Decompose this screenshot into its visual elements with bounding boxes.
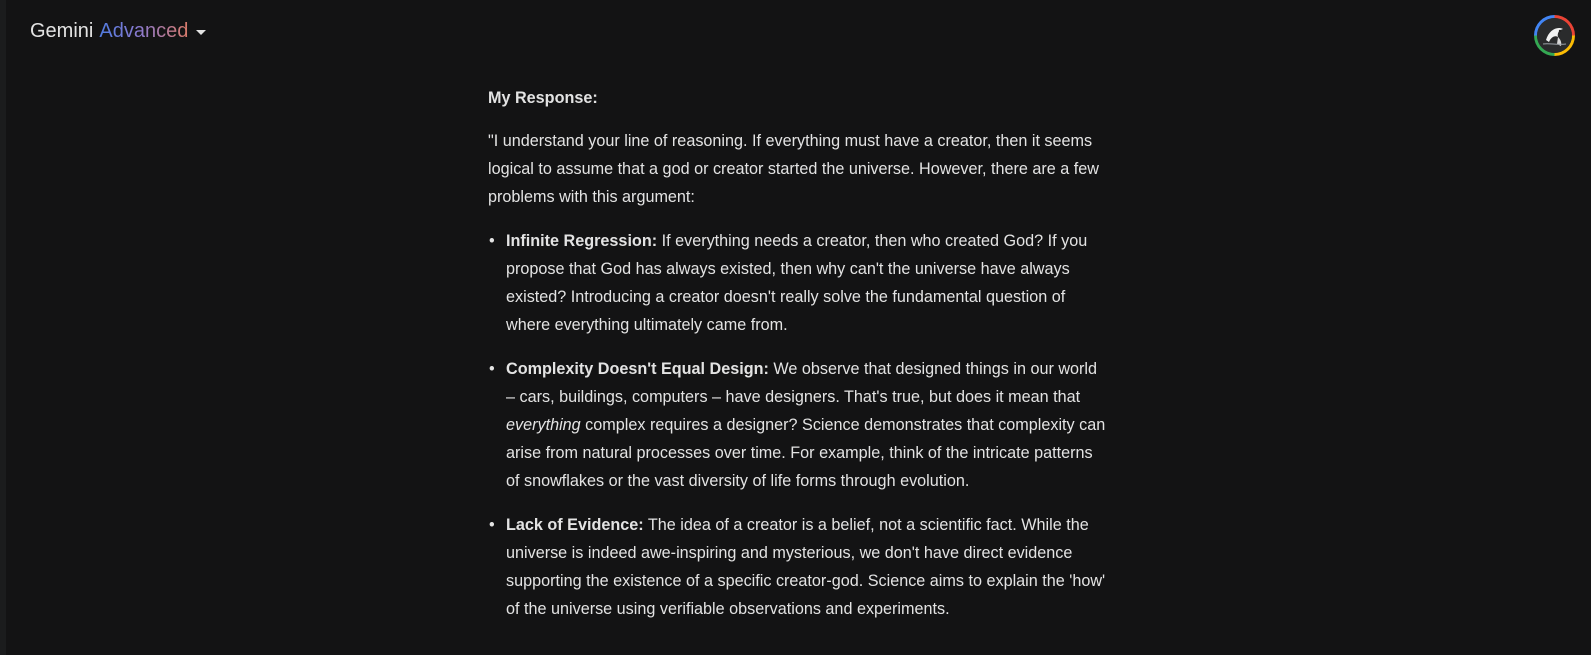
- caret-down-icon[interactable]: [196, 30, 206, 35]
- list-item-lack-of-evidence: [488, 511, 1108, 623]
- sidebar-edge: [0, 0, 6, 655]
- bullet-icon: •: [489, 516, 495, 534]
- point-text: If everything needs a creator, then who created God? If you propose that God has always existed, then why can't the universe have always existed? Introducing a creator doesn't really solve the fundamental question of where everything ultimately came from.: [506, 232, 1088, 334]
- points-list: [488, 227, 1108, 623]
- response-body: [488, 84, 1108, 639]
- bullet-icon: •: [489, 232, 495, 250]
- user-avatar[interactable]: [1534, 15, 1575, 56]
- list-item-complexity: [488, 355, 1108, 495]
- point-title: Lack of Evidence:: [506, 516, 644, 534]
- point-title: Complexity Doesn't Equal Design:: [506, 360, 769, 378]
- point-text: The idea of a creator is a belief, not a scientific fact. While the universe is indeed awe-inspiring and mysterious, we don't have direct evidence supporting the existence of a specific creator-god. Science aims to explain the 'how' of the universe using verifiable observations and experiments.: [506, 516, 1106, 618]
- point-text: complex requires a designer? Science demonstrates that complexity can arise from natural processes over time. For example, think of the intricate patterns of snowflakes or the vast diversity of life forms through evolution.: [506, 416, 1106, 490]
- response-intro: "I understand your line of reasoning. If everything must have a creator, then it seems logical to assume that a god or creator started the universe. However, there are a few problems with this argument:: [488, 132, 1099, 206]
- response-heading: My Response:: [488, 89, 598, 107]
- model-selector[interactable]: [30, 20, 206, 43]
- avatar-image: [1537, 18, 1572, 53]
- point-text-emphasis: everything: [506, 416, 581, 434]
- bullet-icon: •: [489, 360, 495, 378]
- point-text: We observe that designed things in our world – cars, buildings, computers – have designers. That's true, but does it mean that: [506, 360, 1098, 406]
- tier-label: Advanced: [99, 20, 189, 42]
- bird-icon: [1537, 18, 1572, 53]
- list-item-infinite-regression: [488, 227, 1108, 339]
- point-title: Infinite Regression:: [506, 232, 658, 250]
- app-title: Gemini: [30, 20, 94, 42]
